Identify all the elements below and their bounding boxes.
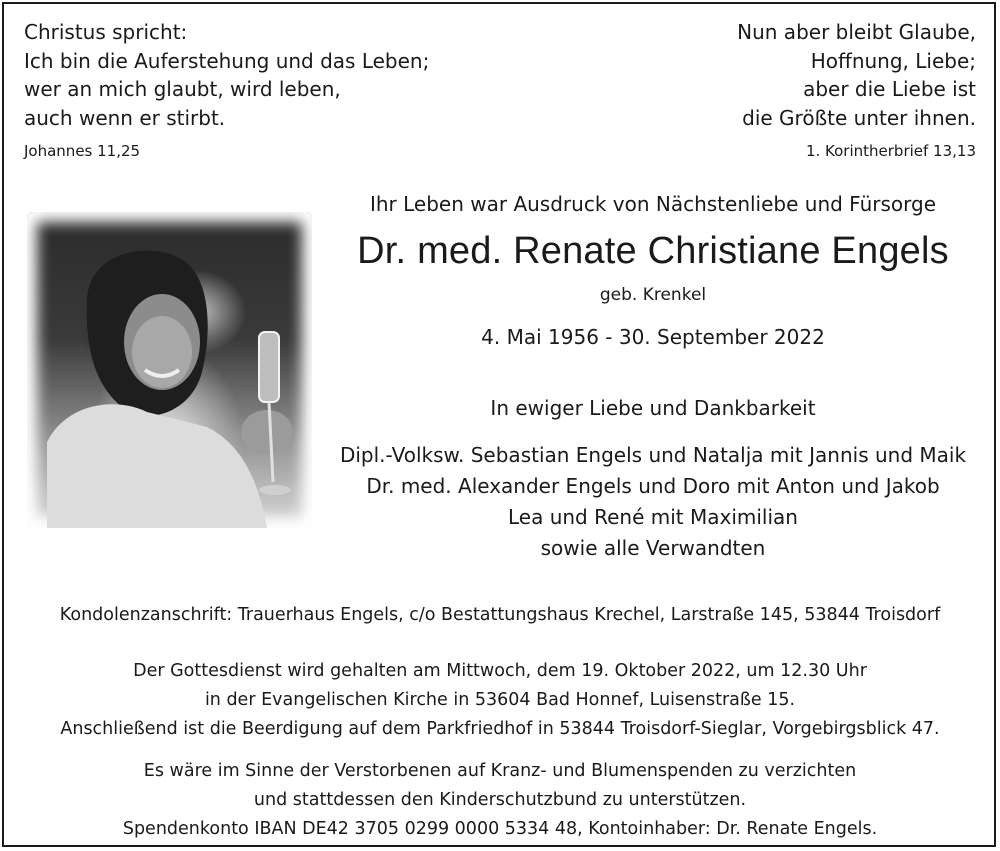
condolence-address [0,601,1000,630]
verse-right [737,18,976,162]
verse-right-line: Hoffnung, Liebe; [810,48,976,73]
verse-right-line: aber die Liebe ist [803,77,976,101]
tagline: Ihr Leben war Ausdruck von Nächstenliebe und Fürsorge [369,192,937,216]
portrait-photo [27,212,312,528]
donation-line: Es wäre im Sinne der Verstorbenen auf Kranz- und Blumenspenden zu verzichten [143,761,857,781]
service-line: Anschließend ist die Beerdigung auf dem Parkfriedhof in 53844 Troisdorf-Sieglar, Vorgebirgsblick 47. [60,719,940,739]
verse-left-line: Ich bin die Auferstehung und das Leben; [24,48,430,73]
verse-left-line: auch wenn er stirbt. [24,105,226,130]
verse-left-line: Christus spricht: [24,20,188,44]
condolence-address-text: Kondolenzanschrift: Trauerhaus Engels, c/o Bestattungshaus Krechel, Larstraße 145, 53844 Troisdorf [59,605,941,625]
gratitude-line: In ewiger Liebe und Dankbarkeit [490,396,816,420]
donation-line: Spendenkonto IBAN DE42 3705 0299 0000 5334 48, Kontoinhaber: Dr. Renate Engels. [122,819,878,839]
service-info [0,657,1000,744]
verse-right-line: die Größte unter ihnen. [742,105,976,130]
mourners-list [330,440,976,564]
verse-left-line: wer an mich glaubt, wird leben, [24,77,341,101]
deceased-name: Dr. med. Renate Christiane Engels [357,230,949,272]
verse-right-line: Nun aber bleibt Glaube, [737,20,976,44]
mourner-line: Dr. med. Alexander Engels und Doro mit Anton und Jakob [366,474,940,498]
service-line: Der Gottesdienst wird gehalten am Mittwoch, dem 19. Oktober 2022, um 12.30 Uhr [133,661,867,681]
verse-left-reference: Johannes 11,25 [24,142,141,160]
life-dates: 4. Mai 1956 - 30. September 2022 [481,325,825,349]
mourner-line: sowie alle Verwandten [540,536,766,560]
birth-name: geb. Krenkel [599,285,707,305]
portrait-illustration [27,212,312,528]
service-line: in der Evangelischen Kirche in 53604 Bad Honnef, Luisenstraße 15. [204,690,796,710]
verse-right-reference: 1. Korintherbrief 13,13 [805,142,976,160]
donation-line: und stattdessen den Kinderschutzbund zu unterstützen. [253,790,747,810]
verse-left [24,18,429,162]
donation-info [0,757,1000,844]
mourner-line: Lea und René mit Maximilian [508,505,798,529]
mourner-line: Dipl.-Volksw. Sebastian Engels und Natalja mit Jannis und Maik [339,443,967,467]
